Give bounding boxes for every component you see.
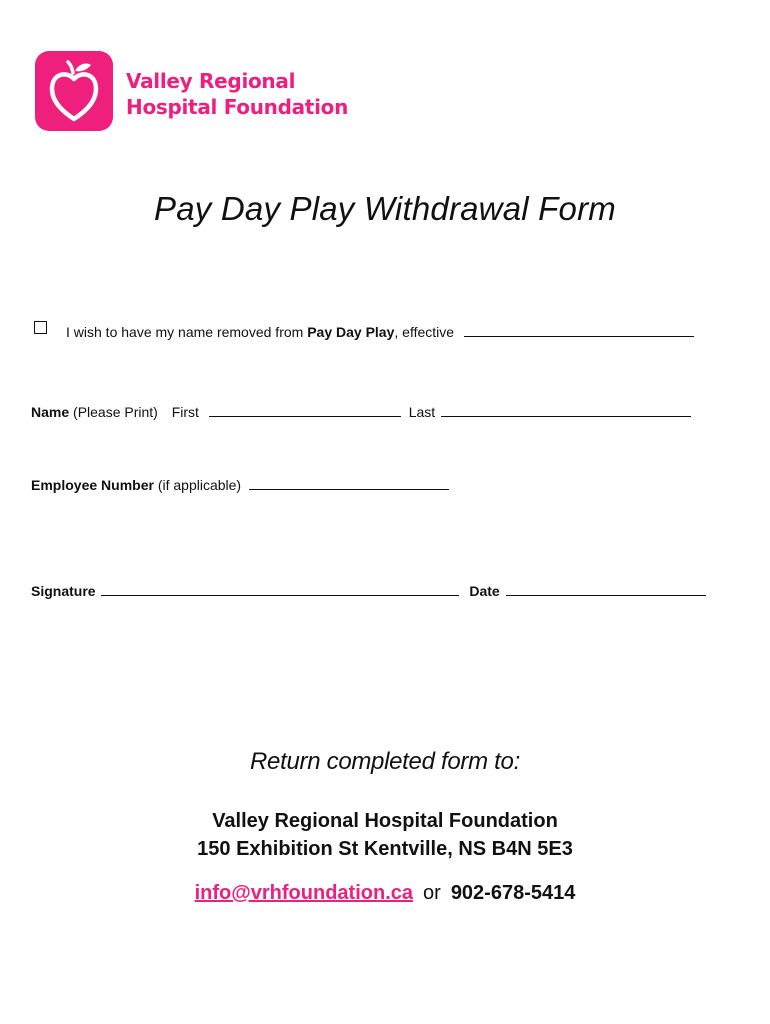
signature-row (31, 581, 706, 599)
apple-heart-icon (35, 51, 113, 131)
organization-name (126, 68, 348, 120)
organization-name-line2: Hospital Foundation (126, 95, 349, 119)
date-field[interactable] (506, 581, 706, 596)
form-title: Pay Day Play Withdrawal Form (154, 190, 616, 227)
removal-statement (66, 322, 694, 340)
removal-suffix: , effective (394, 324, 455, 340)
program-name: Pay Day Play (307, 324, 395, 340)
or-text: or (423, 882, 441, 904)
organization-name-line1: Valley Regional (126, 69, 296, 93)
last-name-label: Last (408, 404, 436, 420)
removal-checkbox[interactable] (34, 321, 47, 334)
removal-prefix: I wish to have my name removed from (66, 324, 304, 340)
last-name-field[interactable] (441, 402, 691, 417)
date-label: Date (469, 583, 500, 599)
foundation-logo (35, 51, 113, 131)
first-name-field[interactable] (209, 402, 401, 417)
employee-number-field[interactable] (249, 475, 449, 490)
first-name-label: First (171, 404, 199, 420)
signature-field[interactable] (101, 581, 459, 596)
name-label: Name (31, 404, 70, 420)
effective-date-field[interactable] (464, 322, 694, 337)
employee-number-row (31, 475, 449, 493)
name-row (31, 402, 691, 420)
employee-number-label: Employee Number (31, 477, 154, 493)
phone-number: 902-678-5414 (450, 882, 576, 904)
email-link[interactable]: info@vrhfoundation.ca (194, 882, 414, 904)
signature-label: Signature (31, 583, 96, 599)
return-address: 150 Exhibition St Kentville, NS B4N 5E3 (197, 838, 573, 860)
return-heading: Return completed form to: (250, 748, 520, 775)
return-org-name: Valley Regional Hospital Foundation (212, 810, 558, 832)
employee-number-hint: (if applicable) (157, 477, 242, 493)
name-hint: (Please Print) (73, 404, 158, 420)
contact-row (0, 882, 770, 905)
